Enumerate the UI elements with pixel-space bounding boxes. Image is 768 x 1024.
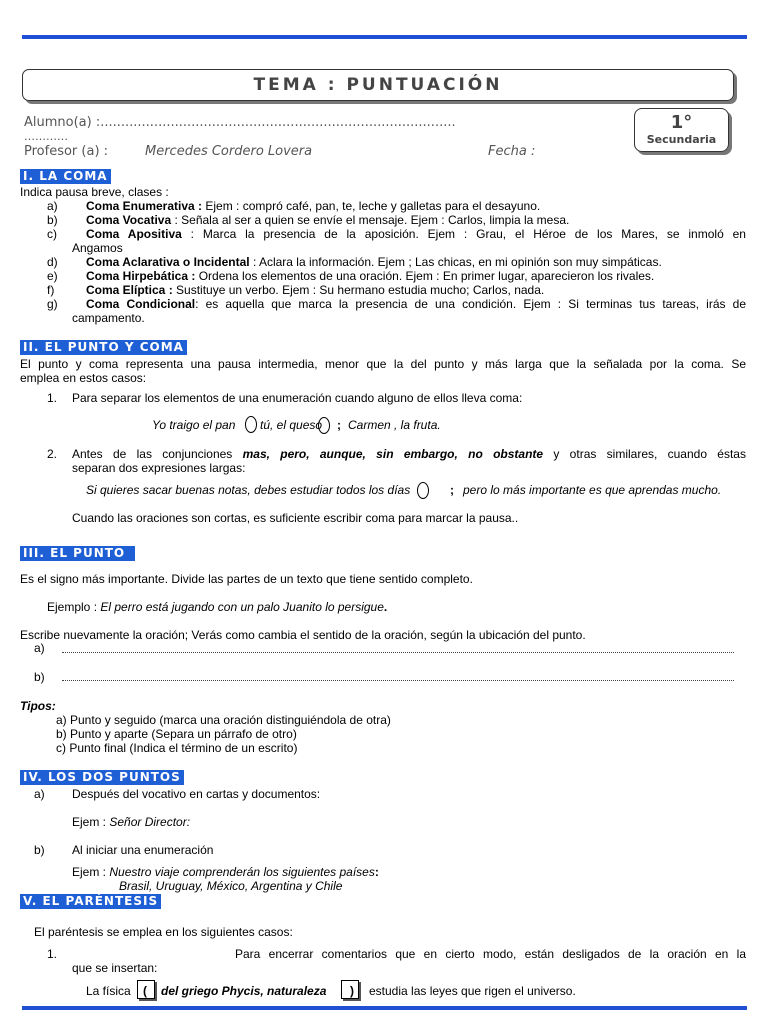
- example-text: Yo traigo el pan: [152, 418, 236, 432]
- conjunctions: mas, pero, aunque, sin embargo, no obstante: [242, 447, 544, 461]
- list-item: Después del vocativo en cartas y documentos:: [72, 787, 321, 801]
- list-item: [86, 283, 544, 297]
- example-line: [47, 600, 387, 614]
- list-item: [86, 213, 569, 227]
- list-item-letter: a): [47, 199, 58, 213]
- list-item-letter: e): [47, 269, 58, 283]
- list-item-letter: a): [34, 787, 45, 801]
- list-item-cont: Angamos: [72, 241, 123, 255]
- punto-y-coma-intro: El punto y coma representa una pausa intermedia, menor que la del punto y más larga que la señalada por la coma. Se: [20, 357, 746, 371]
- profesor-name: Mercedes Cordero Lovera: [145, 144, 313, 159]
- list-item-cont: que se insertan:: [72, 961, 158, 975]
- list-item: [86, 297, 746, 311]
- list-item-letter: c): [47, 227, 57, 241]
- example-semicolon: ;: [337, 418, 341, 432]
- fecha-label: Fecha :: [488, 144, 536, 159]
- term: Coma Enumerativa :: [86, 199, 203, 213]
- list-item-cont: separan dos expresiones largas:: [72, 461, 246, 475]
- list-item: [86, 199, 540, 213]
- alumno-field: Alumno(a) :......................................................................................: [24, 115, 456, 130]
- example-text: Carmen , la fruta.: [348, 418, 441, 432]
- definition: Ordena los elementos de una oración. Ejem : En primer lugar, aparecieron los rivales.: [195, 269, 655, 283]
- section-heading-parentesis: V. EL PARÉNTESIS: [20, 894, 161, 909]
- list-item-letter: b): [34, 843, 45, 857]
- blank-label: a): [34, 641, 45, 655]
- example-text: estudia las leyes que rigen el universo.: [369, 984, 576, 998]
- definition: : Marca la presencia de la aposición. Ejem : Grau, el Héroe de los Mares, se inmoló en: [181, 227, 746, 241]
- example-text: tú, el queso: [260, 418, 323, 432]
- example-text-cont: Brasil, Uruguay, México, Argentina y Chile: [119, 879, 343, 893]
- close-parenthesis: ): [350, 984, 354, 998]
- definition: : Señala al ser a quien se envíe el mensaje. Ejem : Carlos, limpia la mesa.: [171, 213, 570, 227]
- example-label: Ejem :: [72, 865, 107, 879]
- answer-line-a[interactable]: [62, 652, 734, 653]
- profesor-label: Profesor (a) :: [24, 144, 109, 159]
- bottom-rule: [22, 1006, 747, 1010]
- list-item: c) Punto final (Indica el término de un escrito): [56, 741, 298, 755]
- list-item-number: 1.: [47, 947, 58, 961]
- punto-y-coma-intro-cont: emplea en estos casos:: [20, 371, 147, 385]
- section-heading-coma: I. LA COMA: [20, 169, 111, 184]
- list-item-cont: campamento.: [72, 311, 145, 325]
- list-item: [86, 227, 746, 241]
- list-item-letter: d): [47, 255, 58, 269]
- example-label: Ejemplo :: [47, 600, 98, 614]
- example-line: [72, 865, 379, 879]
- definition: : es aquella que marca la presencia de una condición. Ejem : Si terminas tus tareas, irás de: [195, 297, 746, 311]
- term: Coma Hirpebática :: [86, 269, 196, 283]
- example-text: El perro está jugando con un palo Juanito lo persigue: [100, 600, 384, 614]
- text: y otras similares, cuando éstas: [553, 447, 746, 461]
- list-item-number: 1.: [47, 391, 58, 405]
- highlight-circle: [245, 416, 257, 433]
- coma-intro: Indica pausa breve, clases :: [20, 185, 169, 199]
- example-label: Ejem :: [72, 815, 107, 829]
- section-heading-punto: III. EL PUNTO: [20, 546, 135, 561]
- example-text: Nuestro viaje comprenderán los siguientes países: [109, 865, 375, 879]
- example-text: Si quieres sacar buenas notas, debes estudiar todos los días: [86, 483, 411, 497]
- answer-line-b[interactable]: [62, 680, 734, 681]
- tipos-label: Tipos:: [20, 699, 56, 713]
- grade-number: 1°: [670, 112, 693, 133]
- example-period: .: [383, 600, 388, 614]
- example-text: del griego Phycis, naturaleza: [161, 984, 327, 998]
- section-heading-dos-puntos: IV. LOS DOS PUNTOS: [20, 770, 184, 785]
- example-semicolon: ;: [450, 483, 454, 497]
- term: Coma Condicional: [86, 297, 196, 311]
- definition: : Aclara la información. Ejem ; Las chicas, en mi opinión son muy simpáticas.: [249, 255, 662, 269]
- list-item-number: 2.: [47, 447, 58, 461]
- list-item: Al iniciar una enumeración: [72, 843, 214, 857]
- list-item: b) Punto y aparte (Separa un párrafo de otro): [56, 727, 297, 741]
- grade-box: [634, 108, 729, 152]
- term: Coma Apositiva: [86, 227, 182, 241]
- definition: Sustituye un verbo. Ejem : Su hermano estudia mucho; Carlos, nada.: [172, 283, 545, 297]
- example-line: [72, 815, 190, 829]
- parentesis-intro: El paréntesis se emplea en los siguientes casos:: [34, 925, 293, 939]
- highlight-circle: [318, 417, 330, 434]
- punto-intro: Es el signo más importante. Divide las partes de un texto que tiene sentido completo.: [20, 572, 473, 586]
- example-text: Señor Director:: [109, 815, 191, 829]
- list-item: [86, 255, 662, 269]
- term: Coma Elíptica :: [86, 283, 173, 297]
- open-parenthesis: (: [143, 984, 147, 998]
- list-item: a) Punto y seguido (marca una oración distinguiéndola de otra): [56, 713, 391, 727]
- list-item-letter: g): [47, 297, 58, 311]
- page-title: TEMA : PUNTUACIÓN: [22, 69, 734, 101]
- list-item-letter: f): [47, 283, 55, 297]
- top-rule: [22, 35, 747, 39]
- example-text: La física: [86, 984, 131, 998]
- example-colon: :: [374, 865, 379, 879]
- grade-label: Secundaria: [646, 133, 717, 146]
- section-heading-punto-y-coma: II. EL PUNTO Y COMA: [20, 340, 187, 355]
- definition: Ejem : compró café, pan, te, leche y galletas para el desayuno.: [202, 199, 541, 213]
- alumno-field-cont: …………: [24, 130, 68, 143]
- example-text: pero lo más importante es que aprendas mucho.: [463, 483, 722, 497]
- list-item-letter: b): [47, 213, 58, 227]
- list-item: Para separar los elementos de una enumeración cuando alguno de ellos lleva coma:: [72, 391, 523, 405]
- term: Coma Vocativa: [86, 213, 172, 227]
- term: Coma Aclarativa o Incidental: [86, 255, 250, 269]
- text: Antes de las conjunciones: [72, 447, 233, 461]
- list-item: Para encerrar comentarios que en cierto modo, están desligados de la oración en la: [235, 947, 746, 961]
- blank-label: b): [34, 670, 45, 684]
- note-text: Cuando las oraciones son cortas, es suficiente escribir coma para marcar la pausa..: [72, 511, 519, 525]
- instruction-text: Escribe nuevamente la oración; Verás como cambia el sentido de la oración, según la ubicación del punto.: [20, 628, 586, 642]
- list-item: [86, 269, 654, 283]
- highlight-circle: [417, 482, 429, 499]
- list-item: [72, 447, 746, 461]
